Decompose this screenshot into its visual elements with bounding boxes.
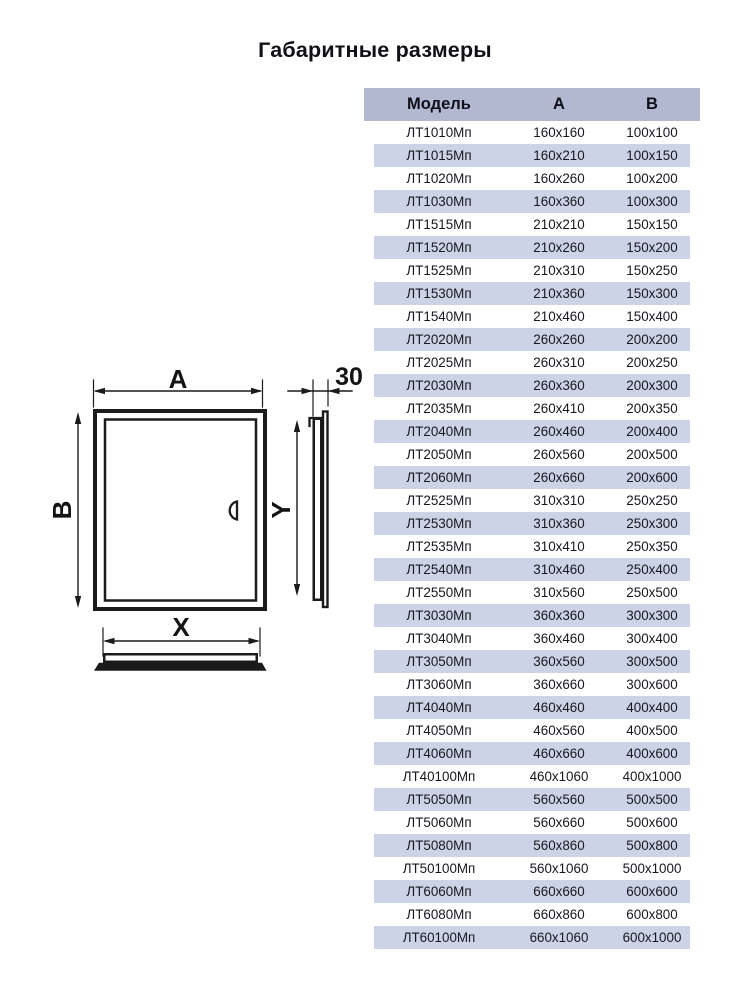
cell-a: 160x260 — [533, 171, 585, 186]
cell-model: ЛТ2550Мп — [406, 585, 472, 600]
cell-b: 150x300 — [626, 286, 678, 301]
cell-a: 660x660 — [533, 884, 585, 899]
dim-y — [266, 420, 300, 596]
cell-model: ЛТ60100Мп — [402, 930, 476, 945]
cell-model: ЛТ2050Мп — [406, 447, 472, 462]
cell-model: ЛТ5060Мп — [406, 815, 472, 830]
cell-model: ЛТ1520Мп — [406, 240, 472, 255]
cell-b: 200x200 — [626, 332, 678, 347]
cell-a: 210x260 — [533, 240, 585, 255]
cell-a: 310x310 — [533, 493, 585, 508]
cell-b: 500x600 — [626, 815, 678, 830]
side-view-frame-bar — [323, 412, 328, 608]
cell-b: 150x400 — [626, 309, 678, 324]
cell-a: 660x860 — [533, 907, 585, 922]
cell-a: 360x460 — [533, 631, 585, 646]
cell-a: 360x660 — [533, 677, 585, 692]
table-row — [374, 420, 690, 443]
table-row — [374, 765, 690, 788]
table-row — [374, 259, 690, 282]
cell-model: ЛТ1015Мп — [406, 148, 472, 163]
bottom-view — [94, 654, 267, 671]
table-row — [374, 811, 690, 834]
cell-a: 460x560 — [533, 723, 585, 738]
cell-b: 250x500 — [626, 585, 678, 600]
cell-model: ЛТ1530Мп — [406, 286, 472, 301]
table-row — [374, 903, 690, 926]
cell-a: 310x460 — [533, 562, 585, 577]
cell-a: 560x560 — [533, 792, 585, 807]
table-row — [374, 535, 690, 558]
dim-depth-30 — [288, 363, 363, 416]
cell-a: 360x560 — [533, 654, 585, 669]
cell-model: ЛТ1540Мп — [406, 309, 472, 324]
cell-b: 600x1000 — [622, 930, 682, 945]
table-row — [374, 167, 690, 190]
dim-x — [103, 612, 260, 656]
front-view — [95, 411, 265, 609]
dim-y-label: Y — [266, 501, 296, 519]
table-row — [374, 374, 690, 397]
table-row — [374, 305, 690, 328]
cell-model: ЛТ2040Мп — [406, 424, 472, 439]
cell-b: 500x800 — [626, 838, 678, 853]
cell-b: 200x400 — [626, 424, 678, 439]
table-row — [374, 351, 690, 374]
cell-b: 400x400 — [626, 700, 678, 715]
table-row — [374, 282, 690, 305]
cell-model: ЛТ2525Мп — [406, 493, 472, 508]
dim-a-label: А — [168, 364, 188, 394]
table-row — [374, 650, 690, 673]
table-row — [374, 857, 690, 880]
table-row — [374, 627, 690, 650]
header-cell-b: В — [646, 95, 658, 113]
cell-model: ЛТ5050Мп — [406, 792, 472, 807]
cell-a: 660x1060 — [529, 930, 589, 945]
cell-b: 100x150 — [626, 148, 678, 163]
cell-a: 210x310 — [533, 263, 585, 278]
cell-a: 260x460 — [533, 424, 585, 439]
cell-b: 600x600 — [626, 884, 678, 899]
cell-a: 310x560 — [533, 585, 585, 600]
cell-b: 500x1000 — [622, 861, 682, 876]
table-row — [374, 443, 690, 466]
cell-b: 250x300 — [626, 516, 678, 531]
side-view-door-leaf — [314, 419, 322, 600]
table-row — [374, 213, 690, 236]
cell-model: ЛТ2060Мп — [406, 470, 472, 485]
dimensions-table — [374, 121, 690, 949]
cell-model: ЛТ6080Мп — [406, 907, 472, 922]
table-row — [374, 190, 690, 213]
cell-a: 560x1060 — [529, 861, 589, 876]
cell-b: 200x350 — [626, 401, 678, 416]
cell-b: 300x600 — [626, 677, 678, 692]
table-row — [374, 696, 690, 719]
cell-model: ЛТ2025Мп — [406, 355, 472, 370]
cell-a: 160x160 — [533, 125, 585, 140]
cell-a: 260x260 — [533, 332, 585, 347]
cell-a: 460x460 — [533, 700, 585, 715]
table-row — [374, 466, 690, 489]
dim-b-label: В — [47, 500, 77, 520]
cell-b: 200x250 — [626, 355, 678, 370]
cell-a: 260x360 — [533, 378, 585, 393]
cell-b: 200x300 — [626, 378, 678, 393]
cell-b: 600x800 — [626, 907, 678, 922]
cell-model: ЛТ2020Мп — [406, 332, 472, 347]
cell-model: ЛТ1010Мп — [406, 125, 472, 140]
cell-model: ЛТ4040Мп — [406, 700, 472, 715]
cell-b: 200x500 — [626, 447, 678, 462]
table-row — [374, 581, 690, 604]
cell-a: 460x1060 — [529, 769, 589, 784]
cell-b: 400x1000 — [622, 769, 682, 784]
cell-model: ЛТ1525Мп — [406, 263, 472, 278]
cell-b: 250x350 — [626, 539, 678, 554]
cell-b: 100x100 — [626, 125, 678, 140]
dimension-drawing — [40, 360, 370, 685]
table-row — [374, 788, 690, 811]
table-row — [374, 512, 690, 535]
cell-model: ЛТ50100Мп — [402, 861, 476, 876]
table-row — [374, 558, 690, 581]
cell-b: 250x250 — [626, 493, 678, 508]
dim-height-b — [47, 412, 81, 608]
cell-b: 300x400 — [626, 631, 678, 646]
cell-b: 250x400 — [626, 562, 678, 577]
table-row — [374, 397, 690, 420]
cell-model: ЛТ5080Мп — [406, 838, 472, 853]
header-cell-model: Модель — [407, 95, 471, 113]
cell-model: ЛТ4050Мп — [406, 723, 472, 738]
cell-b: 500x500 — [626, 792, 678, 807]
cell-a: 560x660 — [533, 815, 585, 830]
table-row — [374, 604, 690, 627]
dim-30-label: 30 — [335, 363, 363, 391]
cell-model: ЛТ3060Мп — [406, 677, 472, 692]
cell-model: ЛТ6060Мп — [406, 884, 472, 899]
cell-b: 300x300 — [626, 608, 678, 623]
cell-model: ЛТ1515Мп — [406, 217, 472, 232]
table-row — [374, 328, 690, 351]
side-view — [310, 412, 328, 608]
table-row — [374, 236, 690, 259]
door-handle-icon — [230, 502, 237, 520]
cell-model: ЛТ1020Мп — [406, 171, 472, 186]
cell-model: ЛТ2035Мп — [406, 401, 472, 416]
table-row — [374, 880, 690, 903]
cell-model: ЛТ4060Мп — [406, 746, 472, 761]
header-cell-a: А — [553, 95, 565, 113]
cell-a: 210x360 — [533, 286, 585, 301]
cell-b: 400x600 — [626, 746, 678, 761]
cell-a: 260x560 — [533, 447, 585, 462]
cell-a: 310x410 — [533, 539, 585, 554]
table-row — [374, 719, 690, 742]
table-row — [374, 673, 690, 696]
cell-a: 260x660 — [533, 470, 585, 485]
table-row — [374, 489, 690, 512]
cell-b: 150x150 — [626, 217, 678, 232]
cell-model: ЛТ1030Мп — [406, 194, 472, 209]
cell-a: 210x460 — [533, 309, 585, 324]
dim-width-a — [94, 364, 263, 407]
cell-model: ЛТ3040Мп — [406, 631, 472, 646]
cell-model: ЛТ2530Мп — [406, 516, 472, 531]
cell-a: 160x210 — [533, 148, 585, 163]
cell-a: 260x410 — [533, 401, 585, 416]
table-row — [374, 742, 690, 765]
cell-a: 160x360 — [533, 194, 585, 209]
cell-model: ЛТ2030Мп — [406, 378, 472, 393]
cell-b: 150x250 — [626, 263, 678, 278]
table-row — [374, 144, 690, 167]
cell-a: 560x860 — [533, 838, 585, 853]
cell-a: 360x360 — [533, 608, 585, 623]
table-header — [364, 88, 700, 121]
dim-x-label: X — [172, 612, 190, 642]
cell-b: 150x200 — [626, 240, 678, 255]
cell-model: ЛТ3030Мп — [406, 608, 472, 623]
cell-b: 400x500 — [626, 723, 678, 738]
cell-model: ЛТ3050Мп — [406, 654, 472, 669]
cell-model: ЛТ40100Мп — [402, 769, 476, 784]
cell-a: 260x310 — [533, 355, 585, 370]
page-title: Габаритные размеры — [258, 38, 492, 62]
cell-b: 200x600 — [626, 470, 678, 485]
cell-a: 460x660 — [533, 746, 585, 761]
cell-b: 100x200 — [626, 171, 678, 186]
cell-b: 100x300 — [626, 194, 678, 209]
cell-a: 310x360 — [533, 516, 585, 531]
cell-b: 300x500 — [626, 654, 678, 669]
table-row — [374, 926, 690, 949]
table-row — [374, 834, 690, 857]
cell-a: 210x210 — [533, 217, 585, 232]
cell-model: ЛТ2540Мп — [406, 562, 472, 577]
table-row — [374, 121, 690, 144]
cell-model: ЛТ2535Мп — [406, 539, 472, 554]
